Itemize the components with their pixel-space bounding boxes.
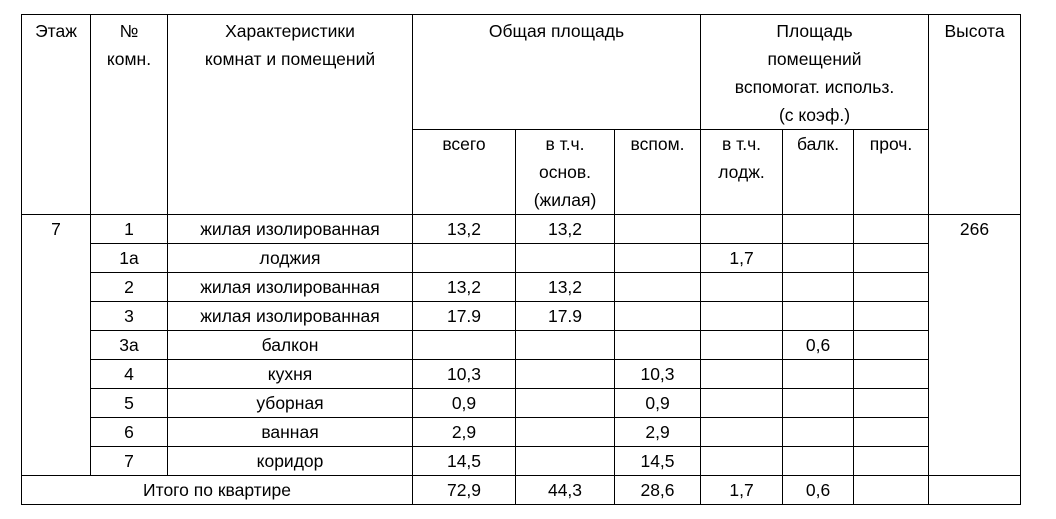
area-balcony-cell [783, 447, 854, 476]
area-aux-cell: 2,9 [615, 418, 701, 447]
room-name-cell: балкон [168, 331, 413, 360]
area-aux-cell: 0,9 [615, 389, 701, 418]
area-main-cell [516, 418, 615, 447]
table-row [22, 418, 1021, 447]
area-loggia-cell [701, 331, 783, 360]
totals-total-cell: 72,9 [413, 476, 516, 505]
room-no-cell: 1а [91, 244, 168, 273]
area-total-cell: 14,5 [413, 447, 516, 476]
header-sub-loggia-text: в т.ч. лодж. [718, 134, 765, 182]
area-balcony-cell [783, 244, 854, 273]
totals-balcony-cell: 0,6 [783, 476, 854, 505]
room-name-cell: ванная [168, 418, 413, 447]
area-balcony-cell: 0,6 [783, 331, 854, 360]
room-no-cell: 5 [91, 389, 168, 418]
area-loggia-cell [701, 389, 783, 418]
area-balcony-cell [783, 389, 854, 418]
table-row [22, 244, 1021, 273]
inventory-table [21, 14, 1021, 505]
room-name-cell: лоджия [168, 244, 413, 273]
area-main-cell [516, 447, 615, 476]
room-no-cell: 3 [91, 302, 168, 331]
area-other-cell [854, 244, 929, 273]
area-other-cell [854, 273, 929, 302]
totals-height-cell [929, 476, 1021, 505]
area-total-cell: 13,2 [413, 273, 516, 302]
height-cell: 266 [929, 215, 1021, 476]
header-room-no [91, 15, 168, 215]
area-balcony-cell [783, 302, 854, 331]
area-other-cell [854, 215, 929, 244]
area-other-cell [854, 360, 929, 389]
header-aux-area-text: Площадь помещений вспомогат. использ. (с коэф.) [734, 21, 895, 125]
header-aux-area [701, 15, 929, 130]
area-other-cell [854, 302, 929, 331]
header-sub-other: проч. [854, 130, 929, 215]
totals-other-cell [854, 476, 929, 505]
area-balcony-cell [783, 215, 854, 244]
header-characteristics-text: Характеристики комнат и помещений [204, 21, 376, 69]
area-total-cell: 0,9 [413, 389, 516, 418]
area-loggia-cell [701, 418, 783, 447]
area-loggia-cell [701, 447, 783, 476]
table-row [22, 447, 1021, 476]
area-loggia-cell: 1,7 [701, 244, 783, 273]
totals-loggia-cell: 1,7 [701, 476, 783, 505]
totals-row [22, 476, 1021, 505]
room-name-cell: коридор [168, 447, 413, 476]
room-no-cell: 3а [91, 331, 168, 360]
area-total-cell [413, 331, 516, 360]
area-main-cell: 13,2 [516, 215, 615, 244]
header-sub-balcony: балк. [783, 130, 854, 215]
area-total-cell: 10,3 [413, 360, 516, 389]
area-total-cell [413, 244, 516, 273]
header-floor: Этаж [22, 15, 91, 215]
header-total-area: Общая площадь [413, 15, 701, 130]
area-loggia-cell [701, 273, 783, 302]
room-no-cell: 2 [91, 273, 168, 302]
area-main-cell: 13,2 [516, 273, 615, 302]
area-loggia-cell [701, 215, 783, 244]
header-sub-total: всего [413, 130, 516, 215]
area-main-cell [516, 244, 615, 273]
area-main-cell [516, 331, 615, 360]
area-balcony-cell [783, 418, 854, 447]
area-aux-cell [615, 273, 701, 302]
room-no-cell: 4 [91, 360, 168, 389]
table-row [22, 331, 1021, 360]
area-other-cell [854, 447, 929, 476]
area-other-cell [854, 389, 929, 418]
area-total-cell: 13,2 [413, 215, 516, 244]
area-other-cell [854, 331, 929, 360]
area-aux-cell [615, 331, 701, 360]
area-aux-cell [615, 244, 701, 273]
totals-label: Итого по квартире [22, 476, 413, 505]
area-aux-cell [615, 215, 701, 244]
area-balcony-cell [783, 273, 854, 302]
area-loggia-cell [701, 360, 783, 389]
room-name-cell: уборная [168, 389, 413, 418]
area-main-cell: 17.9 [516, 302, 615, 331]
area-balcony-cell [783, 360, 854, 389]
header-sub-loggia [701, 130, 783, 215]
header-sub-main-text: в т.ч. основ. (жилая) [533, 134, 597, 210]
area-main-cell [516, 389, 615, 418]
table-row [22, 360, 1021, 389]
header-height: Высота [929, 15, 1021, 215]
area-total-cell: 17.9 [413, 302, 516, 331]
room-name-cell: кухня [168, 360, 413, 389]
header-room-no-text: № комн. [106, 21, 152, 69]
header-sub-main [516, 130, 615, 215]
room-no-cell: 1 [91, 215, 168, 244]
room-name-cell: жилая изолированная [168, 215, 413, 244]
area-main-cell [516, 360, 615, 389]
table-row [22, 215, 1021, 244]
table-row [22, 302, 1021, 331]
room-name-cell: жилая изолированная [168, 302, 413, 331]
area-aux-cell [615, 302, 701, 331]
room-name-cell: жилая изолированная [168, 273, 413, 302]
table-row [22, 273, 1021, 302]
totals-aux-cell: 28,6 [615, 476, 701, 505]
area-aux-cell: 10,3 [615, 360, 701, 389]
header-sub-aux: вспом. [615, 130, 701, 215]
header-characteristics [168, 15, 413, 215]
area-other-cell [854, 418, 929, 447]
room-no-cell: 6 [91, 418, 168, 447]
area-aux-cell: 14,5 [615, 447, 701, 476]
room-no-cell: 7 [91, 447, 168, 476]
floor-cell: 7 [22, 215, 91, 476]
area-total-cell: 2,9 [413, 418, 516, 447]
table-row [22, 389, 1021, 418]
totals-main-cell: 44,3 [516, 476, 615, 505]
area-loggia-cell [701, 302, 783, 331]
